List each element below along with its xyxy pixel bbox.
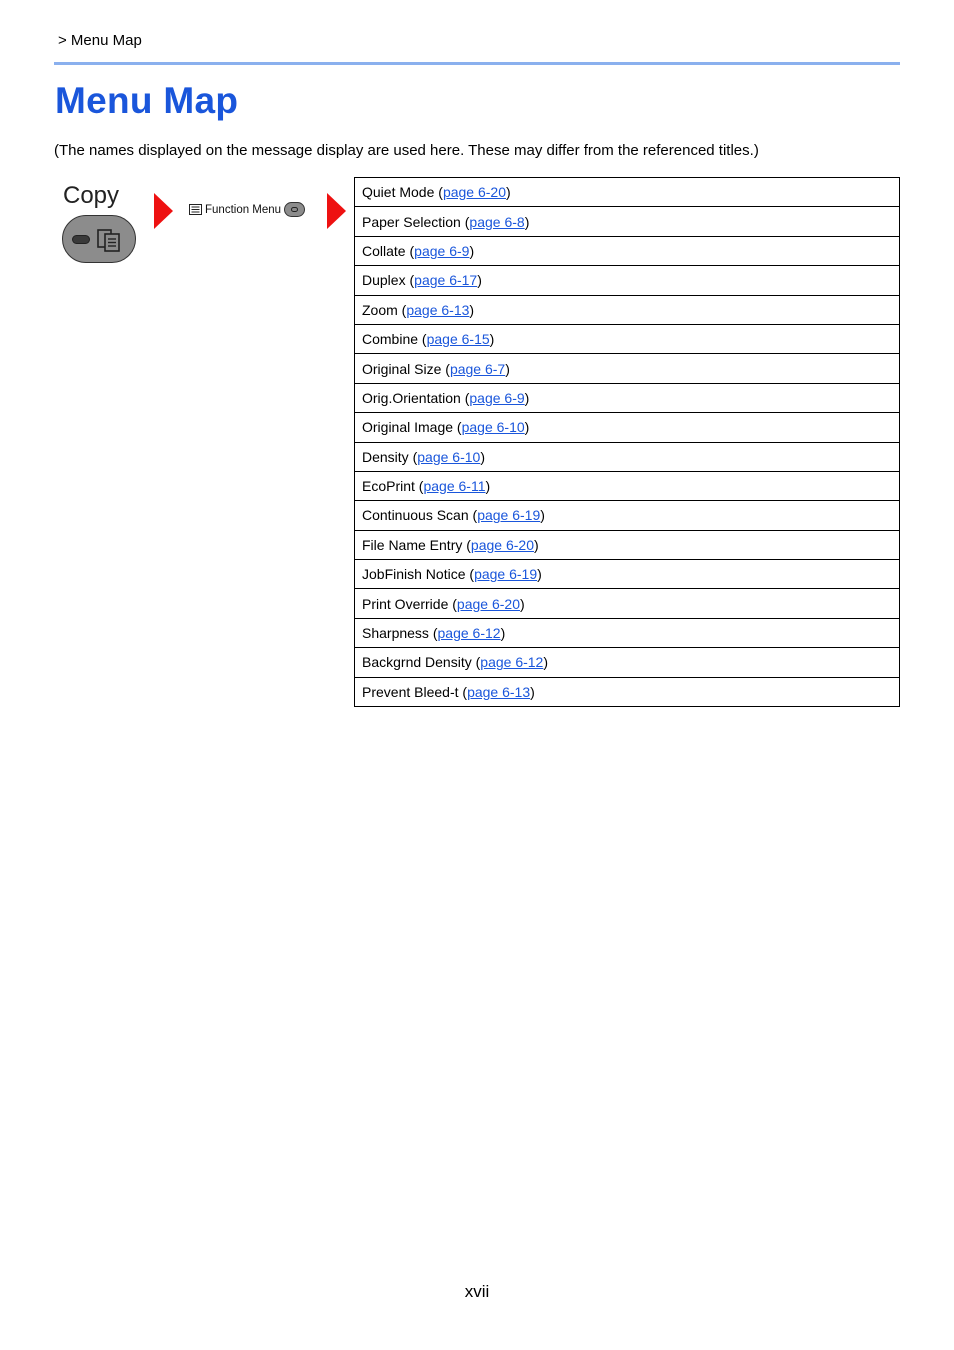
page-reference-link[interactable]: page 6-20 <box>442 184 506 201</box>
menu-item: Original Size (page 6-7) <box>355 354 900 383</box>
table-row <box>355 413 900 442</box>
menu-item-label: JobFinish Notice <box>362 566 466 583</box>
table-row <box>355 178 900 207</box>
menu-item: Combine (page 6-15) <box>355 324 900 353</box>
page-reference-link[interactable]: page 6-20 <box>470 536 534 553</box>
menu-item: Print Override (page 6-20) <box>355 589 900 618</box>
breadcrumb: > Menu Map <box>58 32 142 49</box>
page-reference-link[interactable]: page 6-9 <box>469 389 525 406</box>
menu-item: Original Image (page 6-10) <box>355 413 900 442</box>
menu-table <box>354 177 900 707</box>
page-reference-link[interactable]: page 6-20 <box>456 595 520 612</box>
documents-icon <box>96 227 122 253</box>
function-menu-label: Function Menu <box>205 203 282 216</box>
page-reference-link[interactable]: page 6-15 <box>426 331 490 348</box>
table-row <box>355 648 900 677</box>
arrow-right-icon <box>154 193 173 229</box>
copy-key-icon <box>62 215 136 263</box>
page-title: Menu Map <box>55 80 239 121</box>
menu-item-label: Collate <box>362 242 406 259</box>
table-row <box>355 530 900 559</box>
page-reference-link[interactable]: page 6-12 <box>480 654 544 671</box>
led-icon <box>72 235 90 244</box>
page-reference-link[interactable]: page 6-11 <box>423 478 486 495</box>
table-row <box>355 471 900 500</box>
menu-item-label: Print Override <box>362 595 449 612</box>
menu-item: JobFinish Notice (page 6-19) <box>355 560 900 589</box>
table-row <box>355 560 900 589</box>
arrow-right-icon <box>327 193 346 229</box>
table-row <box>355 589 900 618</box>
page-reference-link[interactable]: page 6-9 <box>414 242 470 259</box>
page-reference-link[interactable]: page 6-8 <box>469 213 525 230</box>
page-reference-link[interactable]: page 6-13 <box>467 683 531 700</box>
page-number: xvii <box>464 1282 490 1301</box>
menu-item: Quiet Mode (page 6-20) <box>355 178 900 207</box>
menu-item: Zoom (page 6-13) <box>355 295 900 324</box>
menu-item: File Name Entry (page 6-20) <box>355 530 900 559</box>
table-row <box>355 618 900 647</box>
menu-item: Backgrnd Density (page 6-12) <box>355 648 900 677</box>
page-reference-link[interactable]: page 6-10 <box>417 448 481 465</box>
function-menu-key-icon <box>284 202 305 217</box>
menu-item-label: EcoPrint <box>362 478 415 495</box>
menu-item-label: Quiet Mode <box>362 184 435 201</box>
menu-item-label: Sharpness <box>362 625 429 642</box>
menu-item: EcoPrint (page 6-11) <box>355 471 900 500</box>
table-row <box>355 677 900 706</box>
menu-item-label: Backgrnd Density <box>362 654 472 671</box>
menu-item-label: Orig.Orientation <box>362 389 461 406</box>
menu-item-label: Original Size <box>362 360 442 377</box>
page-reference-link[interactable]: page 6-10 <box>461 419 525 436</box>
function-menu-key <box>189 202 305 217</box>
table-row <box>355 383 900 412</box>
menu-item-label: Prevent Bleed-t <box>362 683 459 700</box>
page-reference-link[interactable]: page 6-13 <box>406 301 470 318</box>
menu-item: Duplex (page 6-17) <box>355 266 900 295</box>
menu-item-label: Paper Selection <box>362 213 461 230</box>
table-row <box>355 295 900 324</box>
table-row <box>355 266 900 295</box>
menu-item: Continuous Scan (page 6-19) <box>355 501 900 530</box>
menu-item: Sharpness (page 6-12) <box>355 618 900 647</box>
page-reference-link[interactable]: page 6-19 <box>474 566 538 583</box>
header-rule <box>54 62 900 65</box>
table-row <box>355 501 900 530</box>
menu-item: Prevent Bleed-t (page 6-13) <box>355 677 900 706</box>
table-row <box>355 354 900 383</box>
table-row <box>355 442 900 471</box>
table-row <box>355 236 900 265</box>
copy-label: Copy <box>63 182 120 209</box>
page-reference-link[interactable]: page 6-17 <box>414 272 478 289</box>
table-row <box>355 207 900 236</box>
menu-item-label: Combine <box>362 331 419 348</box>
menu-item-label: Original Image <box>362 419 454 436</box>
menu-item-label: File Name Entry <box>362 536 463 553</box>
menu-item-label: Zoom <box>362 301 398 318</box>
menu-item-label: Duplex <box>362 272 406 289</box>
list-icon <box>189 204 202 215</box>
menu-item: Paper Selection (page 6-8) <box>355 207 900 236</box>
menu-item: Orig.Orientation (page 6-9) <box>355 383 900 412</box>
menu-item-label: Density <box>362 448 409 465</box>
table-row <box>355 324 900 353</box>
menu-item-label: Continuous Scan <box>362 507 469 524</box>
page-reference-link[interactable]: page 6-19 <box>477 507 541 524</box>
intro-text: (The names displayed on the message display are used here. These may differ from the referenced titles.) <box>54 142 759 159</box>
page-reference-link[interactable]: page 6-7 <box>449 360 506 377</box>
menu-item: Collate (page 6-9) <box>355 236 900 265</box>
page-reference-link[interactable]: page 6-12 <box>437 625 501 642</box>
menu-item: Density (page 6-10) <box>355 442 900 471</box>
